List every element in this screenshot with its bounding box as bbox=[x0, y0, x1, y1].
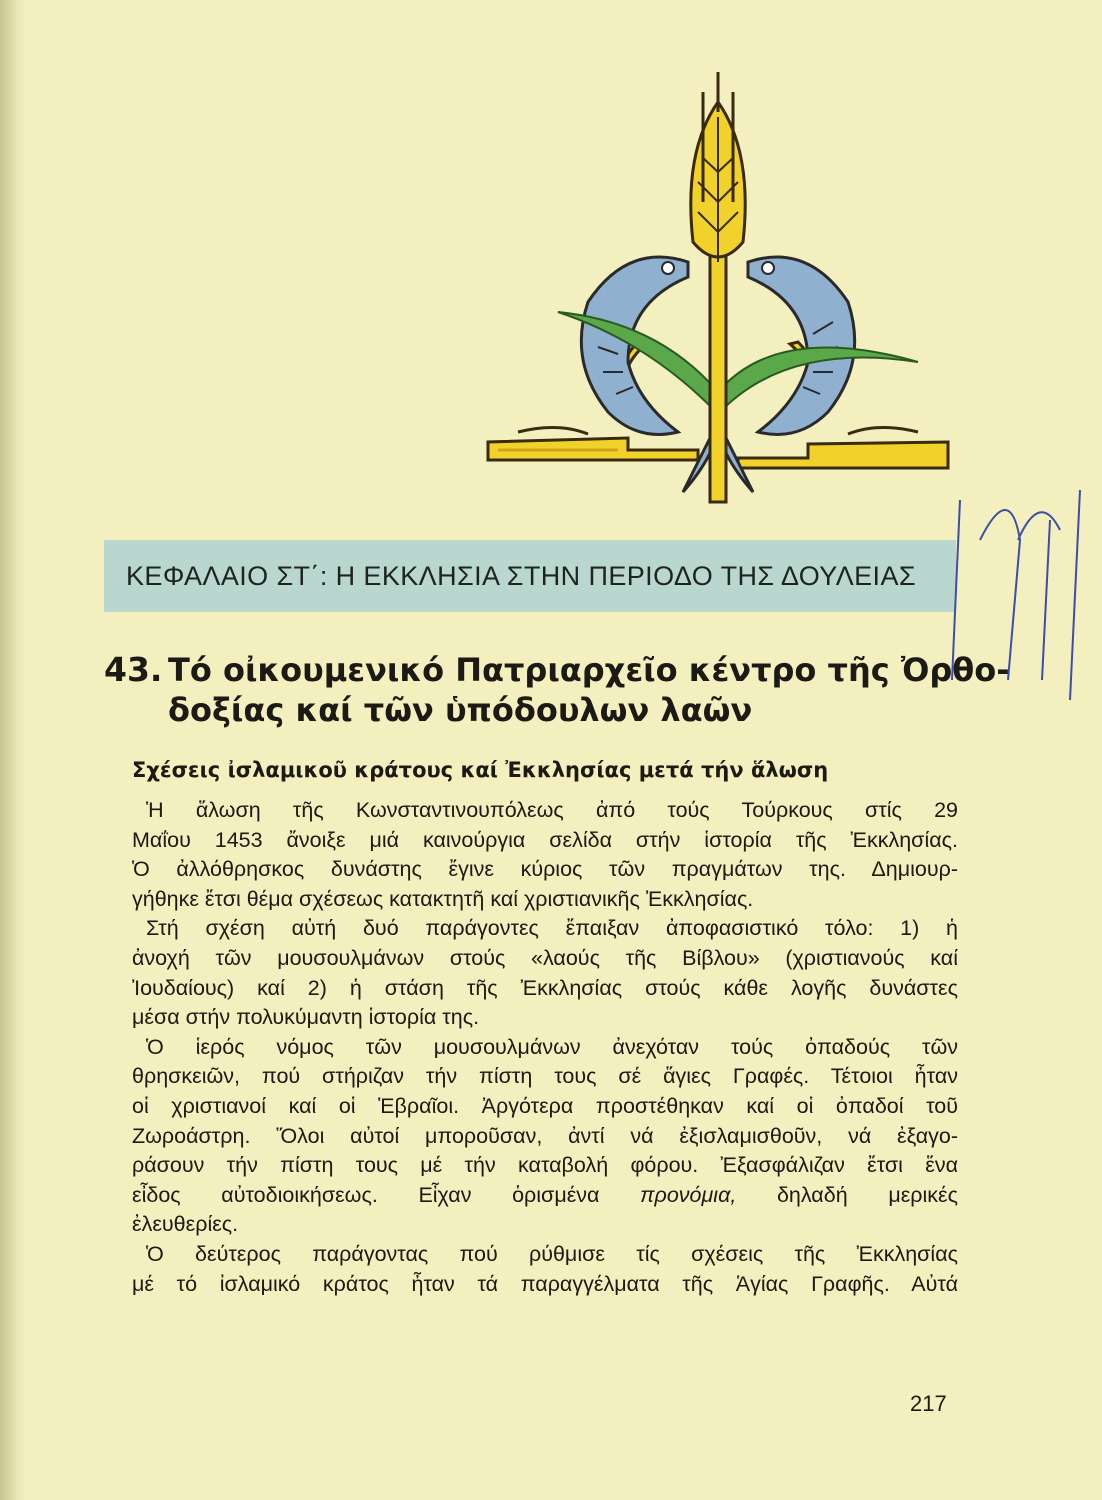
page-binding-shadow bbox=[0, 0, 26, 1500]
text-fragment: δηλαδή μερικές bbox=[736, 1182, 958, 1207]
text-line: ράσουν τήν πίστη τους μέ τήν καταβολή φόρου. Ἐξασφάλιζαν ἔτσι ἕνα bbox=[132, 1153, 958, 1178]
text-line: οἱ χριστιανοί καί οἱ Ἑβραῖοι. Ἀργότερα προστέθηκαν καί οἱ ὀπαδοί τοῦ bbox=[132, 1093, 958, 1118]
body-text bbox=[132, 796, 958, 1299]
section-number: 43. bbox=[104, 650, 163, 689]
subheading: Σχέσεις ἰσλαμικοῦ κράτους καί Ἐκκλησίας μετά τήν ἅλωση bbox=[132, 758, 829, 782]
text-line: Ἰουδαίους) καί 2) ἡ στάση τῆς Ἐκκλησίας στούς κάθε λογῆς δυνάστες bbox=[132, 975, 958, 1000]
section-title-line: Τό οἰκουμενικό Πατριαρχεῖο κέντρο τῆς Ὀρθο- bbox=[168, 651, 1010, 689]
text-line: ἐλευθερίες. bbox=[132, 1212, 239, 1237]
wheat-and-fish-emblem bbox=[478, 72, 958, 512]
text-line: ἀνοχή τῶν μουσουλμάνων στούς «λαούς τῆς Βίβλου» (χριστιανούς καί bbox=[132, 945, 958, 970]
text-line: Ὁ ἀλλόθρησκος δυνάστης ἔγινε κύριος τῶν πραγμάτων της. Δημιουρ- bbox=[132, 857, 958, 882]
chapter-heading-band bbox=[104, 540, 956, 612]
text-line: Ζωροάστρη. Ὅλοι αὐτοί μποροῦσαν, ἀντί νά ἐξισλαμισθοῦν, νά ἐξαγο- bbox=[132, 1123, 958, 1148]
text-fragment: εἶδος αὐτοδιοικήσεως. Εἶχαν ὁρισμένα bbox=[132, 1182, 641, 1207]
text-line: γήθηκε ἔτσι θέμα σχέσεως κατακτητῆ καί χριστιανικῆς Ἐκκλησίας. bbox=[132, 886, 754, 911]
text-line-with-italic bbox=[132, 1181, 958, 1211]
text-line: Ὁ δεύτερος παράγοντας πού ρύθμισε τίς σχέσεις τῆς Ἐκκλησίας bbox=[146, 1241, 958, 1266]
section-title-line: δοξίας καί τῶν ὑπόδουλων λαῶν bbox=[168, 691, 753, 729]
text-line: Ἡ ἅλωση τῆς Κωνσταντινουπόλεως ἀπό τούς Τούρκους στίς 29 bbox=[146, 798, 958, 822]
text-line: Μαΐου 1453 ἄνοιξε μιά καινούργια σελίδα στήν ἱστορία τῆς Ἐκκλησίας. bbox=[132, 827, 958, 852]
text-line: μέσα στήν πολυκύμαντη ἱστορία της. bbox=[132, 1005, 480, 1030]
text-line: μέ τό ἰσλαμικό κράτος ἦταν τά παραγγέλματα τῆς Ἁγίας Γραφῆς. Αὐτά bbox=[132, 1271, 958, 1296]
section-title bbox=[168, 650, 1010, 730]
text-line: θρησκειῶν, πού στήριζαν τήν πίστη τους σέ ἅγιες Γραφές. Τέτοιοι ἦταν bbox=[132, 1064, 958, 1089]
chapter-heading: ΚΕΦΑΛΑΙΟ ΣΤ΄: Η ΕΚΚΛΗΣΙΑ ΣΤΗΝ ΠΕΡΙΟΔΟ ΤΗΣ ΔΟΥΛΕΙΑΣ bbox=[126, 560, 916, 591]
text-line: Στή σχέση αὐτή δυό παράγοντες ἔπαιξαν ἀποφασιστικό τόλο: 1) ἡ bbox=[146, 916, 958, 941]
italic-term: προνόμια, bbox=[640, 1182, 737, 1207]
text-line: Ὁ ἱερός νόμος τῶν μουσουλμάνων ἀνεχόταν τούς ὀπαδούς τῶν bbox=[146, 1034, 958, 1059]
page-number: 217 bbox=[910, 1391, 947, 1416]
